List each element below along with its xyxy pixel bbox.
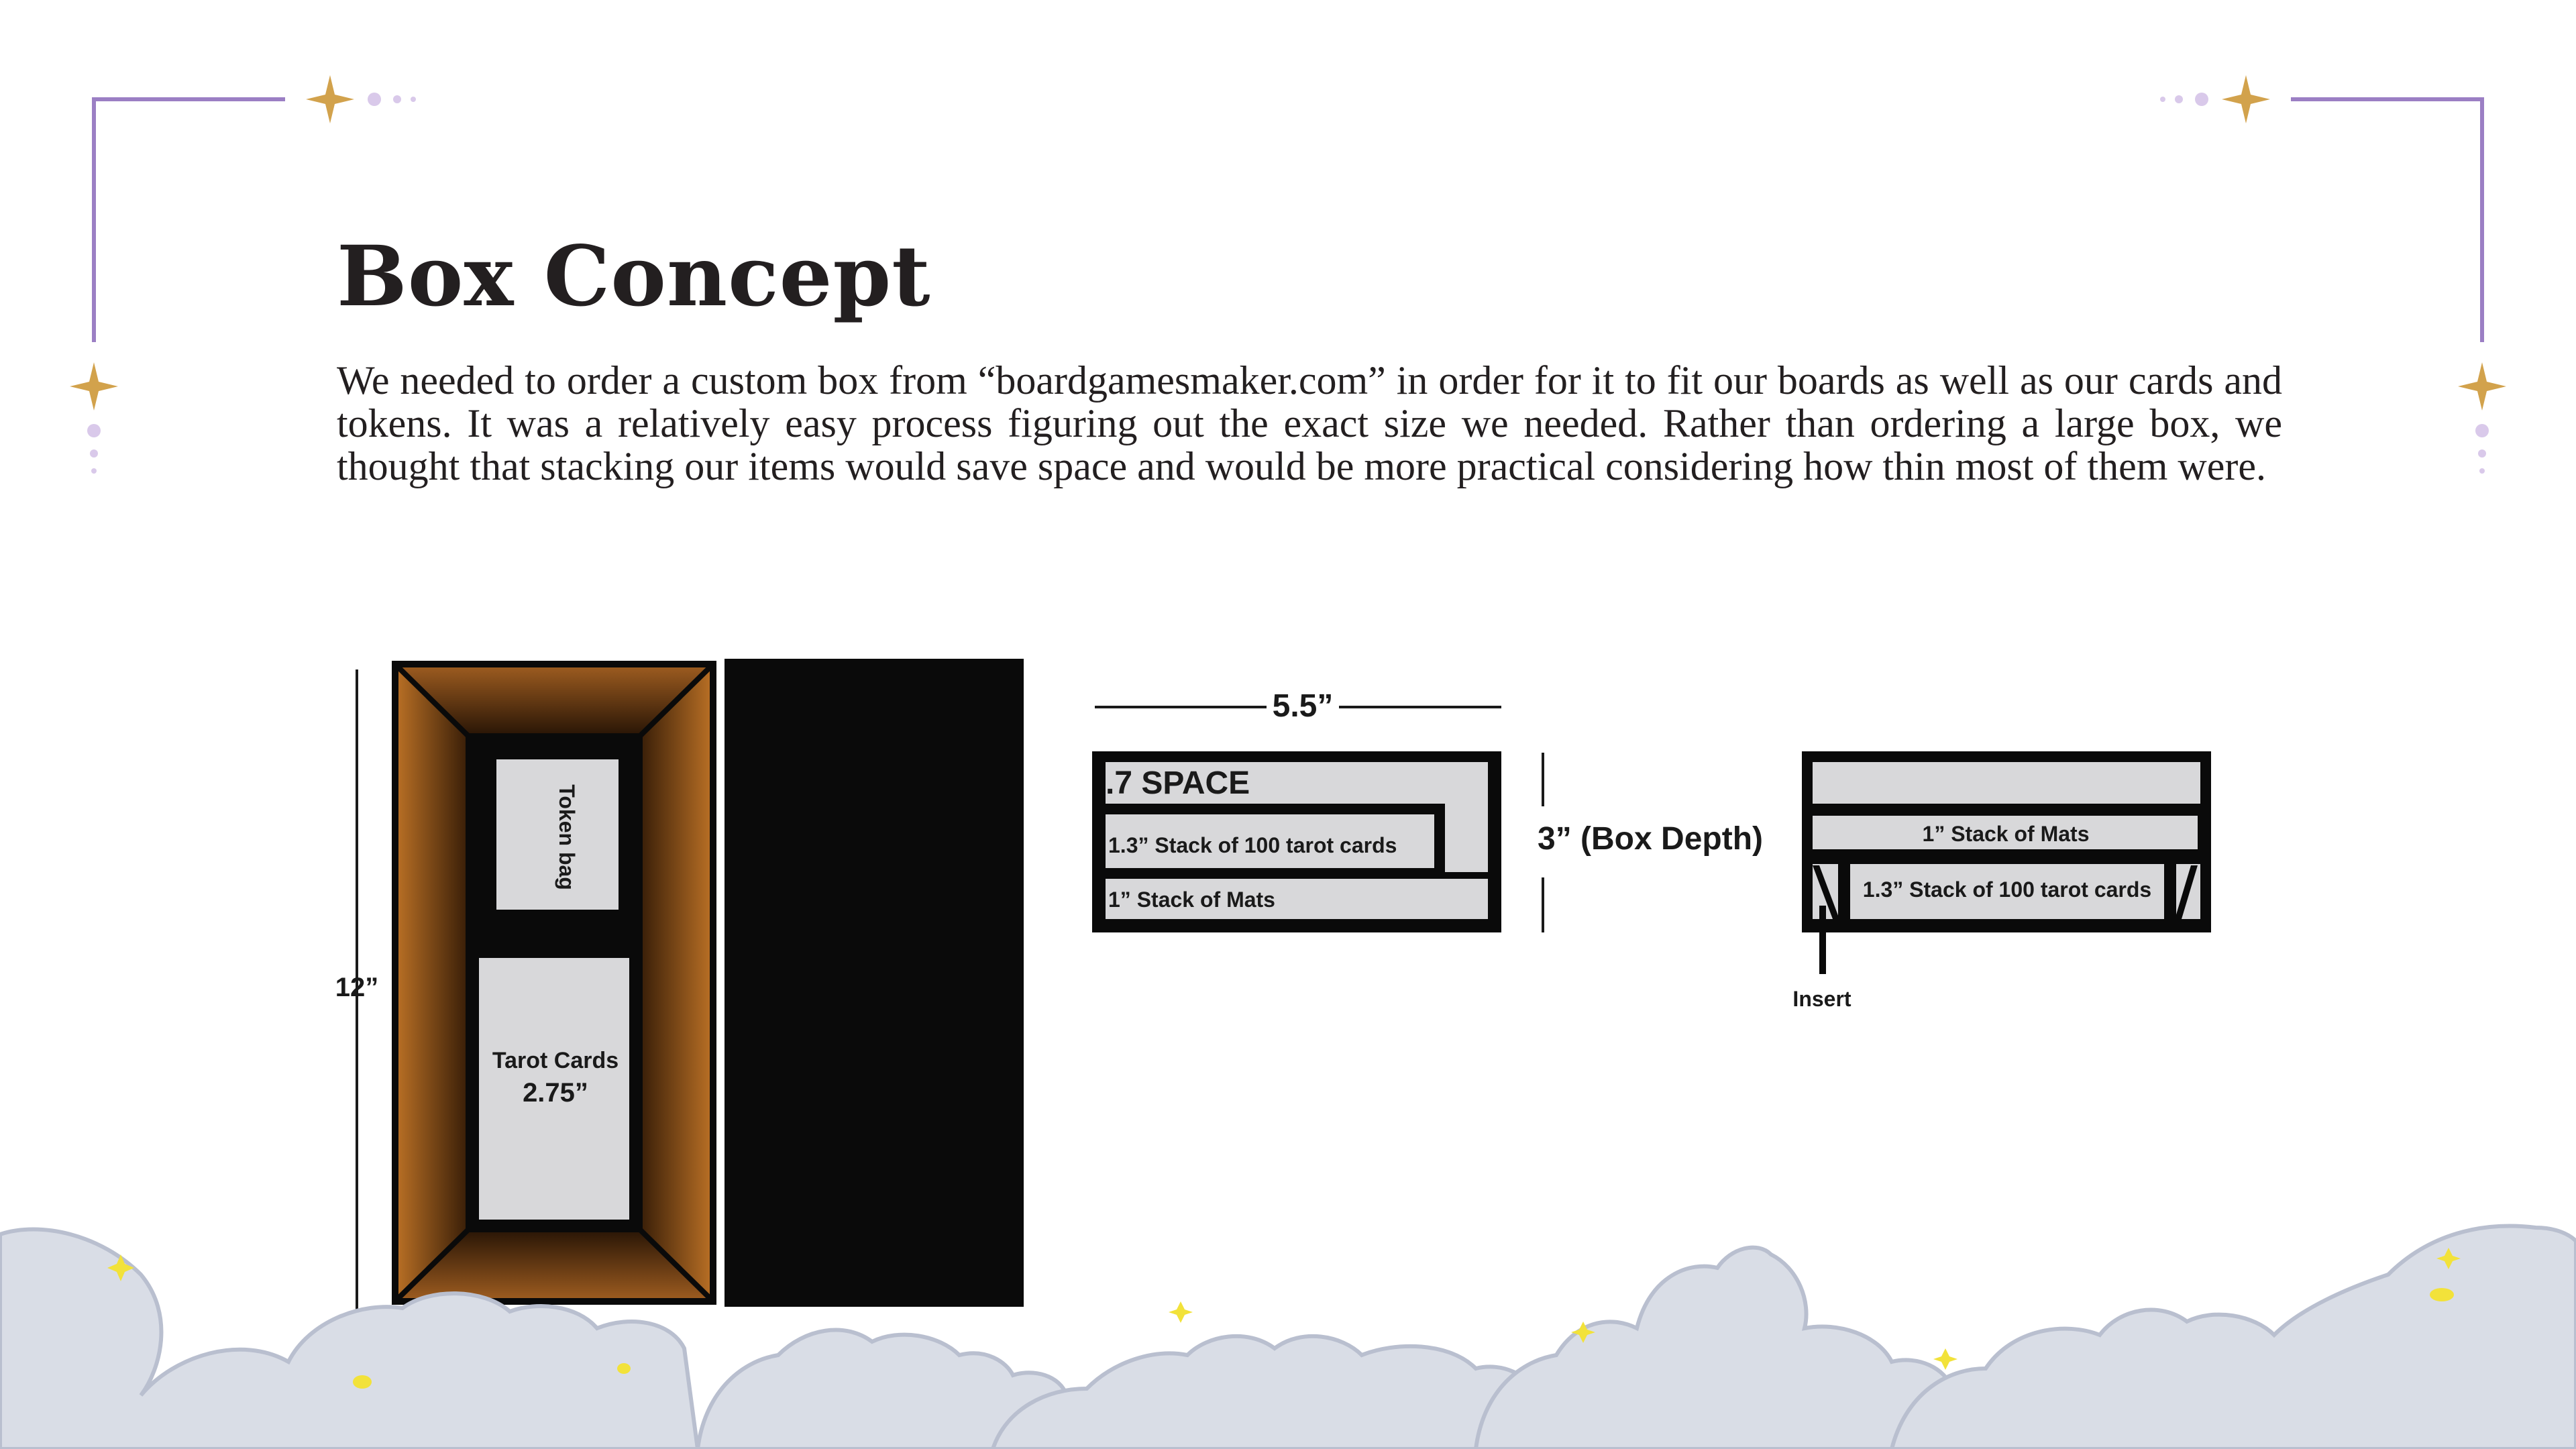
description-paragraph: We needed to order a custom box from “boardgamesmaker.com” in order for it to fit our boards as well as our cards and tokens. It was a relatively easy process figuring out the exact size we needed. Rather than ordering a large box, we thought that stacking our items would save space and would be more practical considering how thin most of them were. <box>337 358 2282 488</box>
page-title: Box Concept <box>337 228 931 325</box>
token-bag-label: Token bag <box>555 784 579 890</box>
side-view-diagram <box>1092 688 1763 932</box>
insert-label: Insert <box>1792 987 1851 1011</box>
cloud-decoration <box>0 1194 2576 1449</box>
sparkle-icon <box>2430 1288 2454 1301</box>
sparkle-icon <box>1169 1301 1193 1323</box>
tarot-cards-label: Tarot Cards <box>492 1048 619 1073</box>
insert-tarot-label: 1.3” Stack of 100 tarot cards <box>1862 877 2152 902</box>
insert-view-diagram <box>1792 751 2211 1011</box>
insert-mats-label: 1” Stack of Mats <box>1922 822 2090 846</box>
sparkle-icon <box>1933 1348 1957 1370</box>
depth-label: 3” (Box Depth) <box>1538 821 1763 857</box>
tarot-cards-height: 2.75” <box>523 1078 588 1108</box>
width-label: 5.5” <box>1272 688 1334 724</box>
sparkle-icon <box>353 1375 372 1389</box>
tarot-stack-label: 1.3” Stack of 100 tarot cards <box>1108 833 1397 857</box>
space-label: .7 SPACE <box>1106 765 1250 801</box>
height-label: 12” <box>335 973 379 1002</box>
mats-stack-label: 1” Stack of Mats <box>1108 888 1275 912</box>
sparkle-icon <box>617 1363 631 1374</box>
insert-top-space <box>1813 762 2200 804</box>
